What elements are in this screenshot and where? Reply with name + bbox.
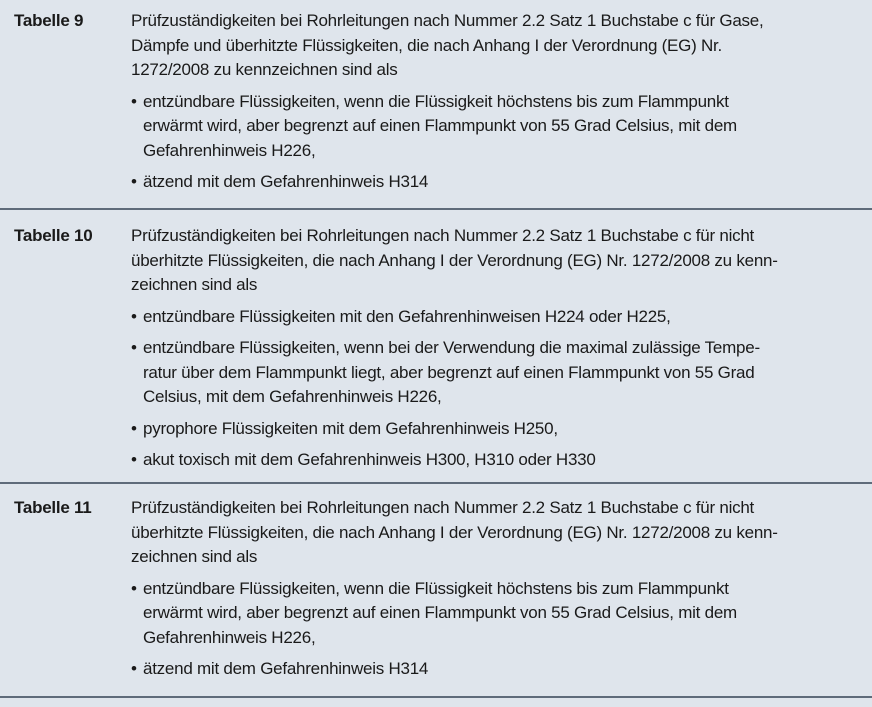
table-row-11 [0, 484, 872, 696]
bullet-item [131, 170, 856, 195]
table-description [131, 496, 856, 682]
bullet-line: Celsius, mit dem Gefahrenhinweis H226, [143, 387, 442, 406]
bullet-line: entzündbare Flüssigkeiten, wenn bei der Verwendung die maximal zulässige Tempe- [143, 338, 760, 357]
bullet-line: pyrophore Flüssigkeiten mit dem Gefahrenhinweis H250, [143, 418, 558, 438]
table-label: Tabelle 10 [14, 226, 93, 245]
intro-line: Prüfzuständigkeiten bei Rohrleitungen nach Nummer 2.2 Satz 1 Buchstabe c für nicht [131, 498, 755, 517]
bullet-icon: • [131, 306, 137, 326]
bullet-line: entzündbare Flüssigkeiten, wenn die Flüssigkeit höchstens bis zum Flammpunkt [143, 91, 729, 111]
bullet-icon: • [131, 338, 137, 357]
bullet-icon: • [131, 450, 137, 469]
table-row-10 [0, 210, 872, 482]
intro-text [131, 224, 856, 298]
table-description [131, 9, 856, 195]
intro-line: überhitzte Flüssigkeiten, die nach Anhang I der Verordnung (EG) Nr. 1272/2008 zu kenn- [131, 522, 778, 542]
bullet-item [131, 657, 856, 682]
bullet-line: akut toxisch mit dem Gefahrenhinweis H300, H310 oder H330 [143, 450, 596, 469]
intro-line: Prüfzuständigkeiten bei Rohrleitungen nach Nummer 2.2 Satz 1 Buchstabe c für nicht [131, 226, 755, 245]
intro-text [131, 496, 856, 570]
bullet-item [131, 305, 856, 330]
row-divider [0, 696, 872, 698]
bullet-line: Gefahrenhinweis H226, [143, 140, 316, 160]
bullet-line: entzündbare Flüssigkeiten, wenn die Flüssigkeit höchstens bis zum Flammpunkt [143, 578, 729, 598]
bullet-icon: • [131, 172, 137, 191]
bullet-icon: • [131, 659, 137, 678]
bullet-line: ätzend mit dem Gefahrenhinweis H314 [143, 659, 429, 678]
bullet-item [131, 417, 856, 442]
table-label: Tabelle 9 [14, 11, 84, 30]
bullet-line: ätzend mit dem Gefahrenhinweis H314 [143, 172, 429, 191]
table-description [131, 224, 856, 473]
bullet-line: entzündbare Flüssigkeiten mit den Gefahrenhinweisen H224 oder H225, [143, 306, 671, 326]
bullet-icon: • [131, 578, 137, 598]
bullet-line: erwärmt wird, aber begrenzt auf einen Flammpunkt von 55 Grad Celsius, mit dem [143, 116, 737, 135]
intro-line: 1272/2008 zu kennzeichnen sind als [131, 60, 398, 79]
intro-line: überhitzte Flüssigkeiten, die nach Anhang I der Verordnung (EG) Nr. 1272/2008 zu kenn- [131, 250, 778, 270]
intro-line: Prüfzuständigkeiten bei Rohrleitungen nach Nummer 2.2 Satz 1 Buchstabe c für Gase, [131, 11, 764, 30]
bullet-item [131, 448, 856, 473]
table-label: Tabelle 11 [14, 498, 92, 517]
bullet-icon: • [131, 418, 137, 438]
bullet-item [131, 577, 856, 651]
bullet-line: Gefahrenhinweis H226, [143, 627, 316, 647]
intro-line: Dämpfe und überhitzte Flüssigkeiten, die nach Anhang I der Verordnung (EG) Nr. [131, 35, 722, 55]
intro-text [131, 9, 856, 83]
table-row-9 [0, 0, 872, 208]
bullet-icon: • [131, 91, 137, 111]
intro-line: zeichnen sind als [131, 275, 258, 294]
bullet-item [131, 90, 856, 164]
bullet-line: ratur über dem Flammpunkt liegt, aber begrenzt auf einen Flammpunkt von 55 Grad [143, 362, 755, 382]
bullet-line: erwärmt wird, aber begrenzt auf einen Flammpunkt von 55 Grad Celsius, mit dem [143, 603, 737, 622]
intro-line: zeichnen sind als [131, 547, 258, 566]
bullet-item [131, 336, 856, 410]
